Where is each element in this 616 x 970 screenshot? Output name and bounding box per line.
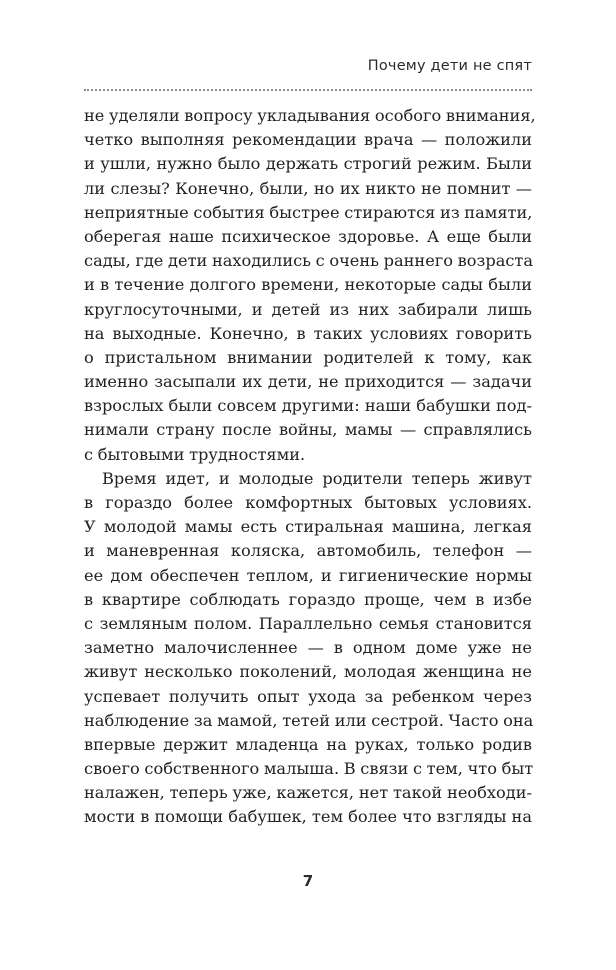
paragraph-end-line: с бытовыми трудностями. (84, 444, 306, 464)
text-line: У молодой мамы есть стиральная машина, легкая (84, 517, 532, 537)
text-line: оберегая наше психическое здоровье. А еще были (84, 226, 532, 246)
text-line: взрослых были совсем другими: наши бабушки под- (84, 396, 532, 416)
text-line: в гораздо более комфортных бытовых условиях. (84, 493, 532, 512)
text-line: мости в помощи бабушек, тем более что взгляды на (84, 807, 532, 827)
text-line: неприятные события быстрее стираются из памяти, (84, 202, 533, 222)
text-line: сады, где дети находились с очень раннего возраста (84, 251, 534, 271)
text-line: впервые держит младенца на руках, только родив (84, 734, 532, 754)
page-number: 7 (302, 872, 314, 890)
text-line: четко выполняя рекомендации врача — положили (84, 130, 532, 150)
text-line: нимали страну после войны, мамы — справлялись (84, 420, 532, 440)
text-line: заметно малочисленнее — в одном доме уже не (84, 638, 532, 658)
text-line: не уделяли вопросу укладывания особого внимания, (84, 106, 536, 125)
text-line: успевает получить опыт ухода за ребенком через (84, 686, 532, 706)
text-line: в квартире соблюдать гораздо проще, чем в избе (84, 589, 532, 609)
text-line: с земляным полом. Параллельно семья становится (84, 613, 532, 633)
text-line: и маневренная коляска, автомобиль, телефон — (84, 541, 532, 561)
text-line: на выходные. Конечно, в таких условиях говорить (84, 323, 532, 343)
text-line: наблюдение за мамой, тетей или сестрой. Часто она (84, 710, 534, 730)
text-line: и ушли, нужно было держать строгий режим. Были (84, 154, 532, 174)
text-line: о пристальном внимании родителей к тому, как (84, 347, 532, 367)
body-text (84, 104, 536, 830)
text-line: именно засыпали их дети, не приходится — задачи (84, 372, 532, 392)
header-divider (84, 89, 532, 91)
text-line: круглосуточными, и детей из них забирали лишь (84, 299, 532, 319)
text-line: ее дом обеспечен теплом, и гигиенические нормы (84, 565, 532, 585)
text-line: и в течение долгого времени, некоторые сады были (84, 275, 532, 295)
running-header: Почему дети не спят (367, 58, 532, 74)
text-line: своего собственного малыша. В связи с тем, что быт (84, 759, 534, 779)
text-line: ли слезы? Конечно, были, но их никто не помнит — (84, 178, 532, 198)
text-line: налажен, теперь уже, кажется, нет такой необходи- (84, 783, 532, 803)
paragraph-start-line: Время идет, и молодые родители теперь живут (102, 468, 532, 488)
text-line: живут несколько поколений, молодая женщина не (84, 662, 532, 682)
